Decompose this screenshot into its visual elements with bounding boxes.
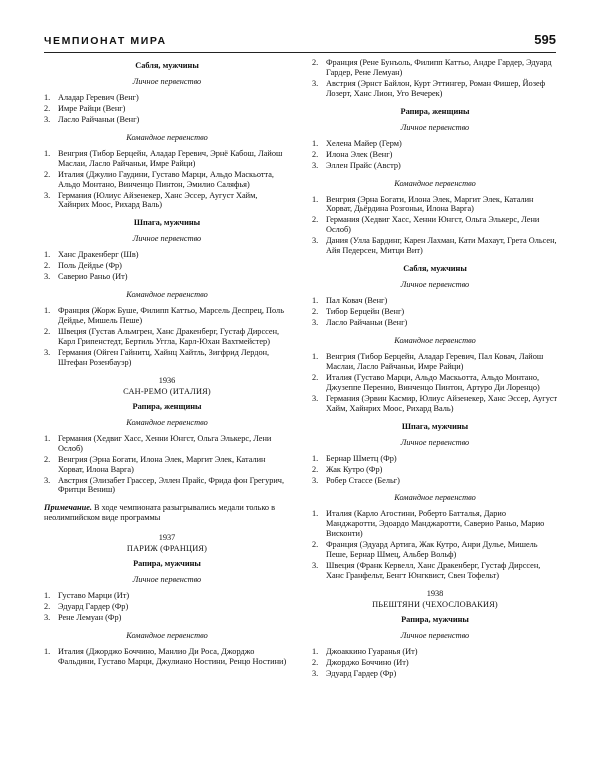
list-item: 3. Саверио Раньо (Ит) — [44, 272, 128, 282]
team-results — [44, 647, 290, 667]
subsection-title: Командное первенство — [394, 336, 476, 346]
list-item: 3. Дания (Улла Бардинг, Карен Лахман, Кати Махаут, Грета Ольсен, Айя Педерсен, Митци Вит) — [312, 236, 557, 256]
list-item: 1. Джоаккино Гуаранья (Ит) — [312, 646, 418, 656]
venue-heading: ПЬЕШТЯНИ (ЧЕХОСЛОВАКИЯ) — [372, 600, 498, 610]
list-item: 3. Германия (Ойген Гайнитц, Хайнц Хайтль, Зигфрид Лердон, Штефан Розенбауэр) — [44, 347, 270, 367]
subsection-title: Командное первенство — [126, 417, 208, 427]
list-item: 2. Тибор Берцейн (Венг) — [312, 307, 405, 317]
individual-results — [312, 454, 558, 486]
list-item: 1. Франция (Жорж Буше, Филипп Каттьо, Марсель Деспрец, Поль Дейдье, Мишель Пеше) — [44, 306, 284, 326]
subsection-title: Личное первенство — [400, 122, 470, 132]
section-title: Рапира, женщины — [400, 106, 470, 116]
footnote — [44, 503, 290, 523]
list-item: 2. Венгрия (Эрна Богати, Илона Элек, Маргит Элек, Каталин Хорват, Илона Варга) — [44, 454, 266, 474]
individual-results — [44, 93, 290, 125]
list-item: 3. Швеция (Франк Кервелл, Ханс Дракенберг, Густаф Дирссен, Ханс Гранфельт, Бенгт Юнгквист, Свен Тофельт) — [312, 561, 541, 581]
list-item: 1. Италия (Карло Агостини, Роберто Батталья, Дарио Манджаротти, Эдоардо Манджаротти, Саверио Раньо, Марио Висконти) — [312, 509, 545, 539]
subsection-title: Командное первенство — [126, 630, 208, 640]
team-results — [44, 434, 290, 496]
section-title: Шпага, мужчины — [133, 218, 201, 228]
list-item: 3. Эдуард Гардер (Фр) — [312, 668, 397, 678]
individual-results — [44, 591, 290, 623]
section-title: Сабля, мужчины — [403, 264, 467, 274]
page-header — [44, 34, 556, 53]
subsection-title: Командное первенство — [394, 178, 476, 188]
year-heading: 1936 — [158, 375, 176, 385]
running-title: ЧЕМПИОНАТ МИРА — [44, 35, 167, 47]
subsection-title: Личное первенство — [400, 437, 470, 447]
team-results — [44, 306, 290, 368]
team-results — [44, 149, 290, 211]
team-results — [312, 509, 558, 581]
list-item: 3. Ласло Райчаньи (Венг) — [312, 318, 408, 328]
section-title: Рапира, мужчины — [401, 614, 469, 624]
list-item: 1. Густаво Марци (Ит) — [44, 591, 130, 601]
section-title: Шпага, мужчины — [401, 421, 469, 431]
team-results — [312, 195, 558, 257]
list-item: 2. Джорджо Боччино (Ит) — [312, 657, 409, 667]
subsection-title: Личное первенство — [400, 630, 470, 640]
individual-results — [44, 250, 290, 282]
year-heading: 1937 — [158, 533, 176, 543]
list-item: 3. Австрия (Эрнст Байлон, Курт Эттингер, Роман Фишер, Йозеф Лозерт, Ханс Лион, Уго Вечерек) — [312, 78, 546, 98]
list-item: 1. Пал Ковач (Венг) — [312, 296, 388, 306]
venue-heading: ПАРИЖ (ФРАНЦИЯ) — [126, 544, 208, 554]
subsection-title: Командное первенство — [126, 290, 208, 300]
list-item: 1. Италия (Джорджо Боччино, Манлио Ди Роса, Джорджо Фальдини, Густаво Марци, Джулиано Ностини, Ренцо Ностини) — [44, 646, 287, 666]
list-item: 1. Венгрия (Эрна Богати, Илона Элек, Маргит Элек, Каталин Хорват, Дьёрдина Розгоньи, Илона Варга) — [312, 194, 534, 214]
list-item: 1. Ханс Дракенберг (Шв) — [44, 250, 139, 260]
list-item: 3. Робер Стассе (Бельг) — [312, 475, 400, 485]
subsection-title: Личное первенство — [400, 280, 470, 290]
individual-results — [312, 139, 558, 171]
list-item: 2. Имре Райци (Венг) — [44, 103, 126, 113]
list-item: 3. Австрия (Элизабет Грассер, Эллен Прайс, Фрида фон Грегурич, Фритци Вениш) — [44, 475, 285, 495]
list-item: 1. Венгрия (Тибор Берцейн, Аладар Геревич, Пал Ковач, Лайош Маслаи, Ласло Райчаньи, Имре Райци) — [312, 351, 544, 371]
list-item: 2. Поль Дейдье (Фр) — [44, 261, 122, 271]
list-item: 2. Германия (Хедвиг Хасс, Хенни Юнгст, Ольга Элькерс, Лени Ослоб) — [312, 215, 540, 235]
venue-heading: САН-РЕМО (ИТАЛИЯ) — [123, 386, 211, 396]
list-item: 2. Италия (Джулио Гаудини, Густаво Марци, Альдо Маскьотта, Альдо Монтано, Винченцо Пинтон, Эмилио Саляфья) — [44, 169, 274, 189]
section-title: Сабля, мужчины — [135, 61, 199, 70]
individual-results — [312, 647, 558, 679]
footnote-label: Примечание. — [44, 503, 92, 513]
list-item: 3. Рене Лемуан (Фр) — [44, 613, 122, 623]
team-results — [312, 352, 558, 414]
subsection-title: Командное первенство — [394, 493, 476, 503]
list-item: 3. Ласло Райчаньи (Венг) — [44, 114, 140, 124]
list-item: 1. Германия (Хедвиг Хасс, Хенни Юнгст, Ольга Элькерс, Лени Ослоб) — [44, 433, 272, 453]
subsection-title: Личное первенство — [132, 234, 202, 244]
subsection-title: Командное первенство — [126, 132, 208, 142]
list-item: 1. Венгрия (Тибор Берцейн, Аладар Геревич, Эрнё Кабош, Лайош Маслаи, Ласло Райчаньи, Имре Райци) — [44, 148, 283, 168]
subsection-title: Личное первенство — [132, 575, 202, 585]
subsection-title: Личное первенство — [132, 76, 202, 86]
footnote-text: В ходе чемпионата разыгрывались медали только в неолимпийском виде программы — [44, 503, 276, 523]
left-column — [44, 58, 290, 675]
year-heading: 1938 — [426, 589, 444, 599]
list-item: 2. Франция (Эдуард Артига, Жак Кутро, Анри Дулье, Мишель Пеше, Бернар Шмец, Альбер Вольф) — [312, 540, 538, 560]
right-column — [312, 58, 558, 687]
team-results-continued — [312, 58, 558, 99]
list-item: 3. Эллен Прайс (Австр) — [312, 160, 401, 170]
list-item: 2. Италия (Густаво Марци, Альдо Маскьотта, Альдо Монтано, Джузеппе Перенио, Винченцо Пинтон, Артуро Ди Лоренцо) — [312, 372, 540, 392]
section-title: Рапира, мужчины — [133, 559, 201, 569]
list-item: 2. Жак Кутро (Фр) — [312, 464, 383, 474]
list-item: 1. Хелена Майер (Герм) — [312, 138, 402, 148]
list-item: 3. Германия (Юлиус Айзенекер, Ханс Эссер, Аугуст Хайм, Хайнрих Моос, Рихард Валь) — [44, 190, 258, 210]
list-item: 1. Аладар Геревич (Венг) — [44, 92, 139, 102]
list-item: 2. Эдуард Гардер (Фр) — [44, 602, 129, 612]
list-item: 3. Германия (Эрвин Касмир, Юлиус Айзенекер, Ханс Эссер, Аугуст Хайм, Хайнрих Моос, Рихард Валь) — [312, 393, 558, 413]
list-item: 1. Бернар Шметц (Фр) — [312, 453, 397, 463]
list-item: 2. Илона Элек (Венг) — [312, 149, 393, 159]
page-number: 595 — [534, 32, 556, 47]
individual-results — [312, 296, 558, 328]
list-item: 2. Франция (Рене Бунъоль, Филипп Каттьо, Андре Гардер, Эдуард Гардер, Рене Лемуан) — [312, 58, 552, 77]
list-item: 2. Швеция (Густав Альмгрен, Ханс Дракенберг, Густаф Дирссен, Карл Грипенстедт, Бертиль Уггла, Карл-Юхан Вахтмейстер) — [44, 327, 280, 347]
section-title: Рапира, женщины — [132, 401, 202, 411]
